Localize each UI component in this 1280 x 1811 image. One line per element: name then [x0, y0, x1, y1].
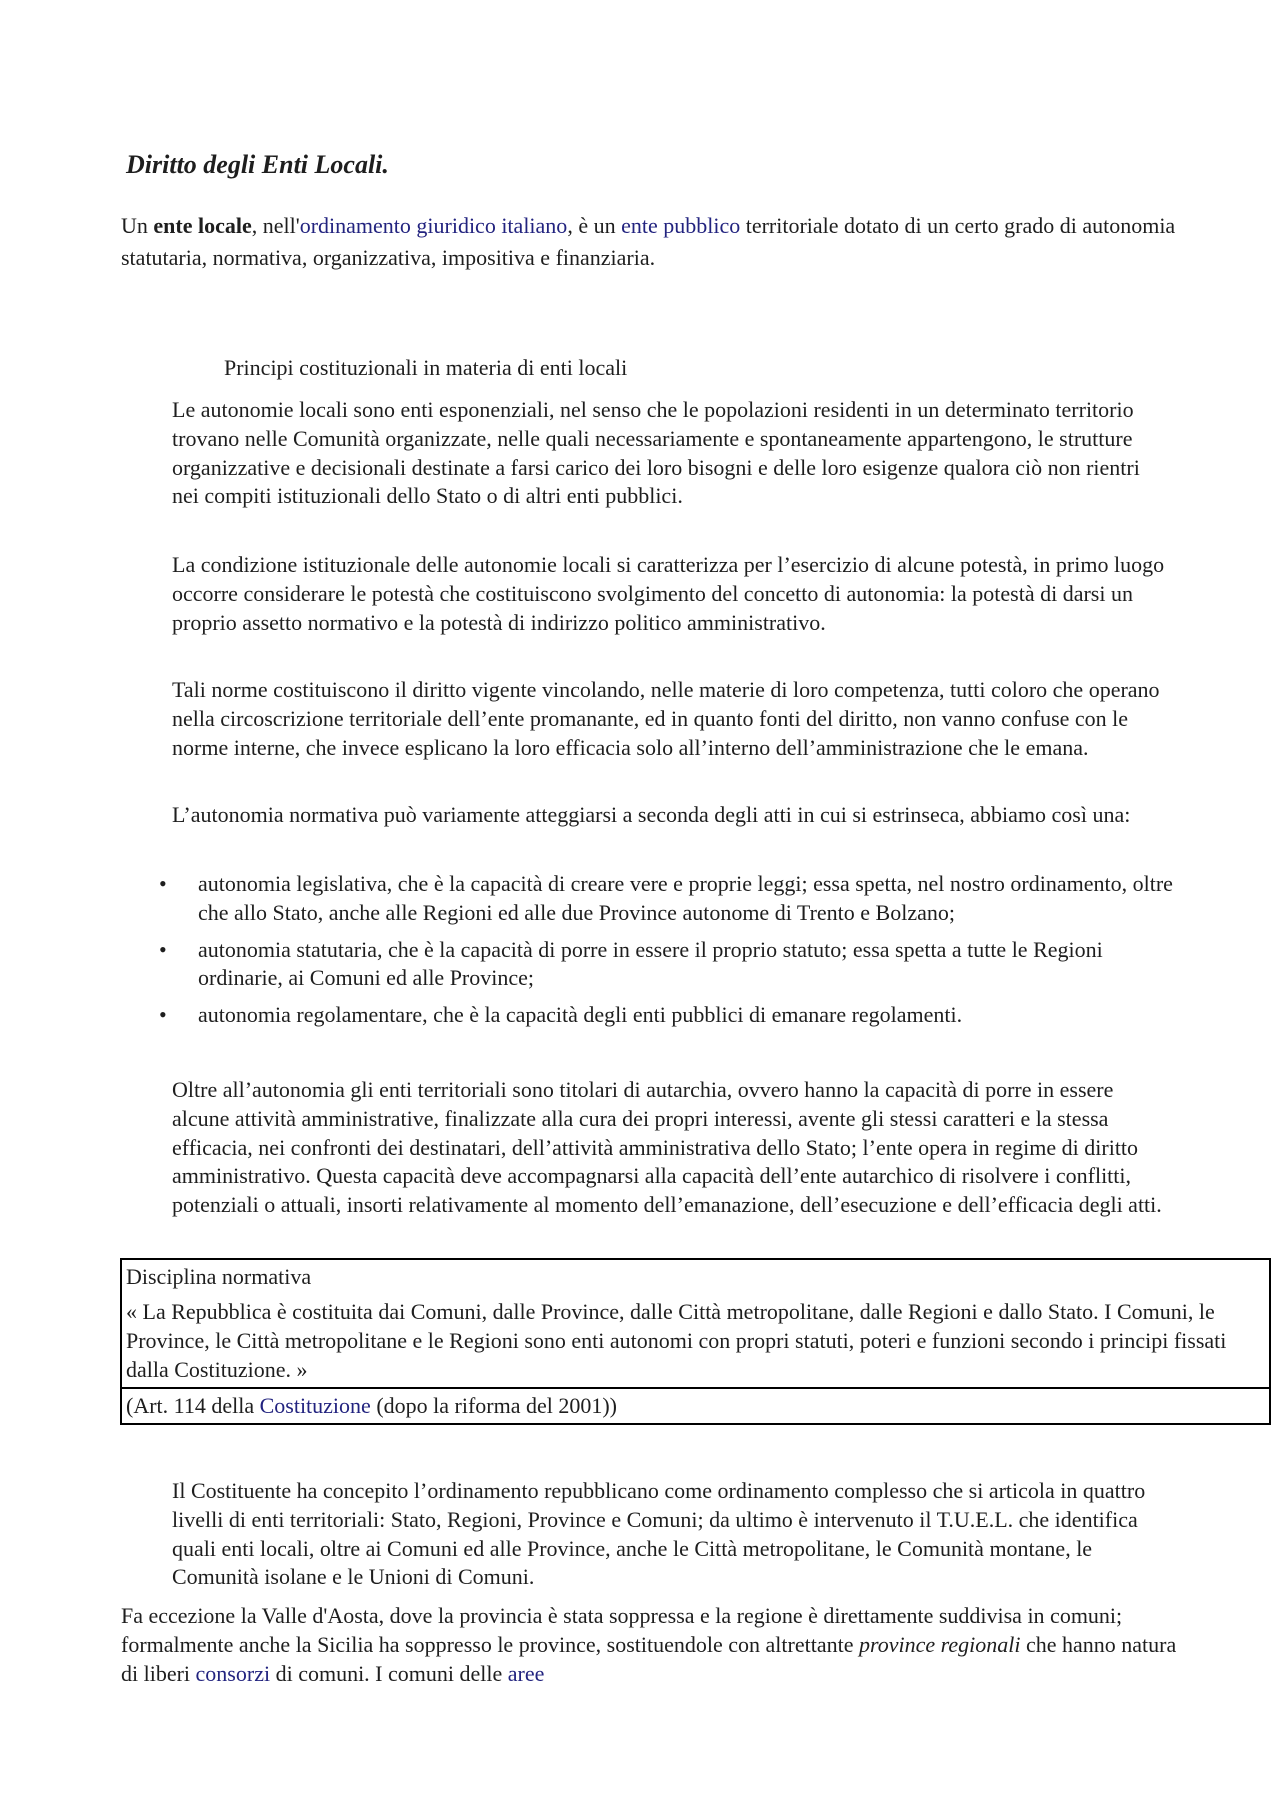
link-ordinamento-giuridico[interactable]: ordinamento giuridico italiano: [299, 213, 568, 238]
law-citation-box: [120, 1258, 1271, 1425]
paragraph-autarchia: Oltre all’autonomia gli enti territoriali sono titolari di autarchia, ovvero hanno la capacità di porre in essere alcune attività amministrative, finalizzate alla cura dei propri interessi, avente gli stessi caratteri e la stessa efficacia, nei confronti dei destinatari, dell’attività amministrativa dello Stato; l’ente opera in regime di diritto amministrativo. Questa capacità deve accompagnarsi alla capacità dell’ente autarchico di risolvere i conflitti, potenziali o attuali, insorti relativamente al momento dell’emanazione, dell’esecuzione e dell’efficacia degli atti.: [172, 1077, 1162, 1218]
document-title: Diritto degli Enti Locali.: [126, 150, 389, 179]
link-consorzi[interactable]: consorzi: [195, 1660, 271, 1686]
autonomy-list: [154, 870, 1174, 1038]
paragraph-condizione-istituzionale: La condizione istituzionale delle autonomie locali si caratterizza per l’esercizio di alcune potestà, in primo luogo occorre considerare le potestà che costituiscono svolgimento del concetto di autonomia: la potestà di darsi un proprio assetto normativo e la potestà di indirizzo politico amministrativo.: [172, 552, 1165, 635]
paragraph-costituente: Il Costituente ha concepito l’ordinamento repubblicano come ordinamento complesso che si articola in quattro livelli di enti territoriali: Stato, Regioni, Province e Comuni; da ultimo è intervenuto il T.U.E.L. che identifica quali enti locali, oltre ai Comuni ed alle Province, anche le Città metropolitane, le Comunità montane, le Comunità isolane e le Unioni di Comuni.: [172, 1478, 1146, 1590]
law-box-heading: Disciplina normativa: [126, 1264, 312, 1289]
list-item: • autonomia regolamentare, che è la capacità degli enti pubblici di emanare regolamenti.: [154, 1001, 1174, 1030]
link-aree[interactable]: aree: [507, 1660, 545, 1686]
bullet-icon: •: [159, 1002, 167, 1028]
law-box-content: [122, 1260, 1269, 1387]
paragraph-norme-vigenti: Tali norme costituiscono il diritto vigente vincolando, nelle materie di loro competenza, tutti coloro che operano nella circoscrizione territoriale dell’ente promanante, ed in quanto fonti del diritto, non vanno confuse con le norme interne, che invece esplicano la loro efficacia solo all’interno dell’amministrazione che le emana.: [172, 677, 1160, 760]
intro-paragraph: Un ente locale, nell'ordinamento giuridico italiano, è un ente pubblico territoriale dotato di un certo grado di autonomia statutaria, normativa, organizzativa, impositiva e finanziaria.: [121, 213, 1176, 270]
list-item: • autonomia statutaria, che è la capacità di porre in essere il proprio statuto; essa spetta a tutte le Regioni ordinarie, ai Comuni ed alle Province;: [159, 936, 1103, 991]
bullet-icon: •: [159, 936, 167, 962]
link-ente-pubblico[interactable]: ente pubblico: [621, 213, 741, 238]
law-box-source: (Art. 114 della Costituzione (dopo la riforma del 2001)): [122, 1387, 1269, 1423]
constitution-quote: « La Repubblica è costituita dai Comuni, dalle Province, dalle Città metropolitane, dalle Regioni e dallo Stato. I Comuni, le Province, le Città metropolitane e le Regioni sono enti autonomi con propri statuti, poteri e funzioni secondo i principi fissati dalla Costituzione. »: [126, 1299, 1227, 1382]
province-regionali-term: province regionali: [858, 1631, 1021, 1657]
paragraph-autonomie-locali: Le autonomie locali sono enti esponenziali, nel senso che le popolazioni residenti in un determinato territorio trovano nelle Comunità organizzate, nelle quali necessariamente e spontaneamente appartengono, le strutture organizzative e decisionali destinate a farsi carico dei loro bisogni e delle loro esigenze qualora ciò non rientri nei compiti istituzionali dello Stato o di altri enti pubblici.: [172, 397, 1140, 509]
list-item: • autonomia legislativa, che è la capacità di creare vere e proprie leggi; essa spetta, nel nostro ordinamento, oltre che allo Stato, anche alle Regioni ed alle due Province autonome di Trento e Bolzano;: [159, 871, 1173, 925]
link-costituzione[interactable]: Costituzione: [259, 1393, 371, 1418]
paragraph-autonomia-normativa: L’autonomia normativa può variamente atteggiarsi a seconda degli atti in cui si estrinseca, abbiamo così una:: [172, 802, 1131, 827]
section-heading: Principi costituzionali in materia di enti locali: [224, 355, 628, 380]
ente-locale-term: ente locale: [153, 213, 252, 238]
bullet-icon: •: [159, 871, 167, 896]
paragraph-valle-aosta: Fa eccezione la Valle d'Aosta, dove la provincia è stata soppressa e la regione è direttamente suddivisa in comuni; formalmente anche la Sicilia ha soppresso le province, sostituendole con altrettante province regionali che hanno natura di liberi consorzi di comuni. I comuni delle aree: [121, 1603, 1177, 1686]
